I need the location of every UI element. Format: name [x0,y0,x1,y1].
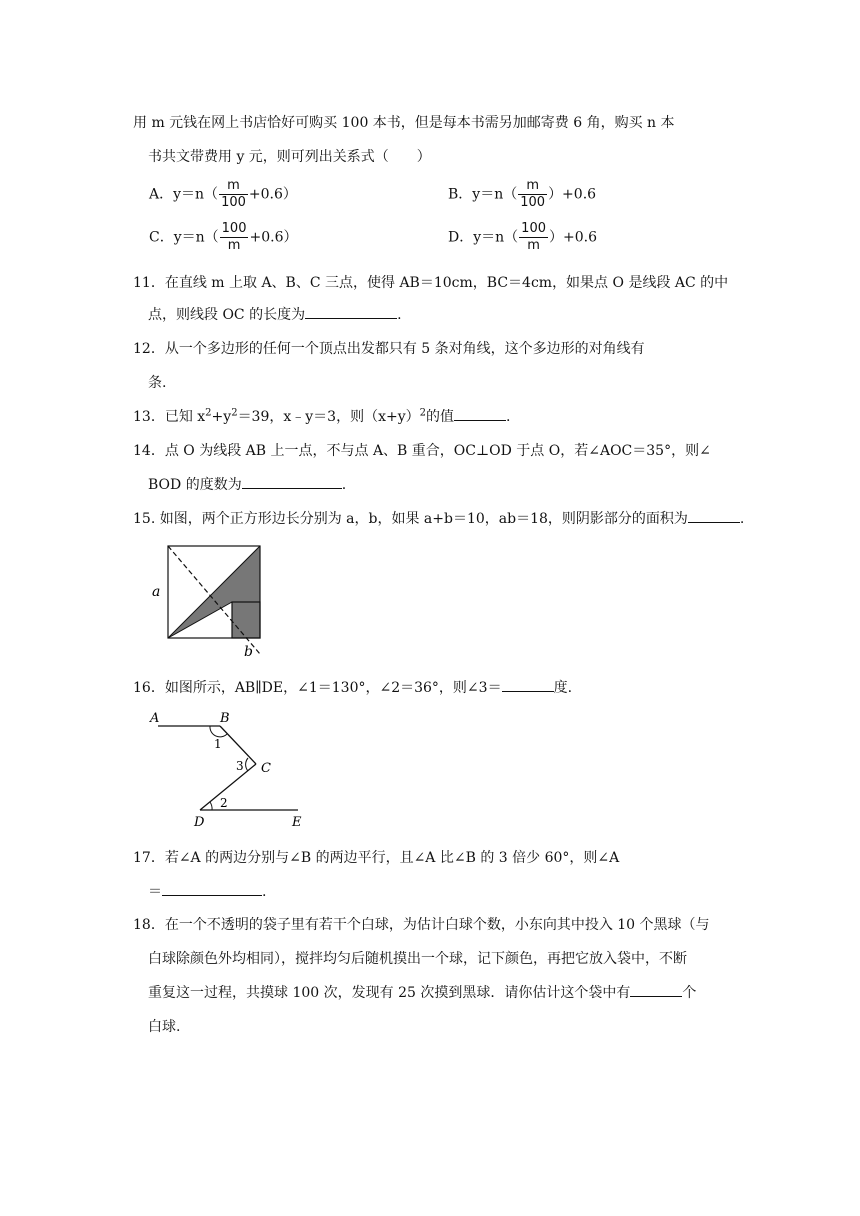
q18-line1: 18．在一个不透明的袋子里有若干个白球，为估计白球个数，小东向其中投入 10 个黑球（与 [133,917,710,933]
q16-figure [148,706,318,830]
label-D: D [194,815,205,830]
q12-line1: 12．从一个多边形的任何一个顶点出发都只有 5 条对角线，这个多边形的对角线有 [133,341,645,357]
q11-period: . [397,307,402,323]
q11-text: 点，则线段 OC 的长度为 [148,307,306,323]
q17-text: ＝ [148,884,162,900]
angle-2-label: 2 [220,796,228,810]
fraction-denominator: m [527,238,540,253]
option-d-label: D． [448,229,474,246]
q10-option-a [149,178,297,211]
shaded-square [232,602,260,638]
q14-text: BOD 的度数为 [148,477,242,493]
q10-option-c [149,221,297,254]
fraction-numerator: 100 [221,221,247,236]
option-c-post: +0.6） [249,229,298,246]
q10-line2: 书共文带费用 y 元，则可列出关系式（ ） [148,149,431,165]
angle-2-arc [210,802,212,810]
answer-blank[interactable] [630,982,682,997]
q11-line1: 11．在直线 m 上取 A、B、C 三点，使得 AB＝10cm，BC＝4cm，如果点 O 是线段 AC 的中 [133,275,729,291]
q15-figure [148,538,278,660]
q14-period: . [341,477,347,493]
option-a-fraction [219,178,248,211]
option-a-label: A． [149,186,174,203]
q13-text: 的值 [426,409,454,425]
q16-text-end: 度. [553,680,573,696]
answer-blank[interactable] [502,677,554,692]
label-A: A [150,711,160,726]
fraction-numerator: 100 [521,221,546,236]
answer-blank[interactable] [688,508,740,523]
q11-line2 [148,304,402,324]
option-c-pre: y＝n（ [173,229,219,246]
label-C: C [261,761,271,776]
superscript: 2 [419,407,426,419]
q12-line2: 条. [148,375,167,391]
option-c-label: C． [149,229,174,246]
q13-text: ＝39，x﹣y＝3，则（x+y） [237,409,420,425]
option-c-fraction [220,221,249,254]
fraction-numerator: m [219,178,248,195]
label-b: b [244,644,253,660]
option-a-post: +0.6） [248,186,297,203]
option-b-pre: y＝n（ [472,186,518,203]
superscript: 2 [231,407,238,419]
q18-text: 重复这一过程，共摸球 100 次，发现有 25 次摸到黑球．请你估计这个袋中有 [148,985,631,1001]
q13-text: +y [211,409,232,425]
option-d-fraction [519,221,548,254]
q18-text-end: 个 [682,985,697,1001]
option-b-post: ）+0.6 [548,186,597,203]
q18-line4: 白球. [148,1019,181,1035]
q10-option-b [448,178,596,211]
q18-line3 [148,982,696,1002]
superscript: 2 [205,407,212,419]
option-d-pre: y＝n（ [473,229,519,246]
option-a-pre: y＝n（ [173,186,219,203]
q15-text: 15. 如图，两个正方形边长分别为 a，b，如果 a+b＝10，ab＝18，则阴影部分的面积为 [133,511,688,527]
option-b-fraction [518,178,547,211]
angle-3-arc [246,758,248,771]
option-d-post: ）+0.6 [549,229,597,246]
q10-option-d [448,221,597,254]
q13-period: . [506,409,511,425]
label-a: a [152,584,161,600]
fraction-denominator: m [227,238,241,253]
q15-period: . [739,511,745,527]
answer-blank[interactable] [305,304,397,319]
answer-blank[interactable] [162,881,262,896]
q18-line2: 白球除颜色外均相同），搅拌均匀后随机摸出一个球，记下颜色，再把它放入袋中，不断 [148,951,687,967]
q17-period: . [262,884,267,900]
fraction-denominator: 100 [221,195,246,210]
angle-1-label: 1 [214,737,222,751]
q16-text: 16．如图所示，AB∥DE，∠1＝130°，∠2＝36°，则∠3＝ [133,680,502,696]
q16-line [133,677,572,697]
answer-blank[interactable] [454,406,506,421]
fraction-numerator: m [518,178,547,195]
fraction-denominator: 100 [520,195,546,210]
q13-text: 13．已知 x [133,409,206,425]
q17-line1: 17．若∠A 的两边分别与∠B 的两边平行，且∠A 比∠B 的 3 倍少 60°，则∠A [133,850,620,866]
label-E: E [292,815,302,830]
q14-line2 [148,474,346,494]
q14-line1: 14．点 O 为线段 AB 上一点，不与点 A、B 重合，OC⊥OD 于点 O，若∠AOC＝35°，则∠ [133,443,711,459]
q13-line [133,406,510,426]
q15-line [133,508,744,528]
angle-3-label: 3 [236,759,244,773]
answer-blank[interactable] [242,474,342,489]
q17-line2 [148,881,266,901]
q10-line1: 用 m 元钱在网上书店恰好可购买 100 本书，但是每本书需另加邮寄费 6 角，购买 n 本 [133,115,675,131]
label-B: B [220,711,230,726]
option-b-label: B． [448,186,473,203]
